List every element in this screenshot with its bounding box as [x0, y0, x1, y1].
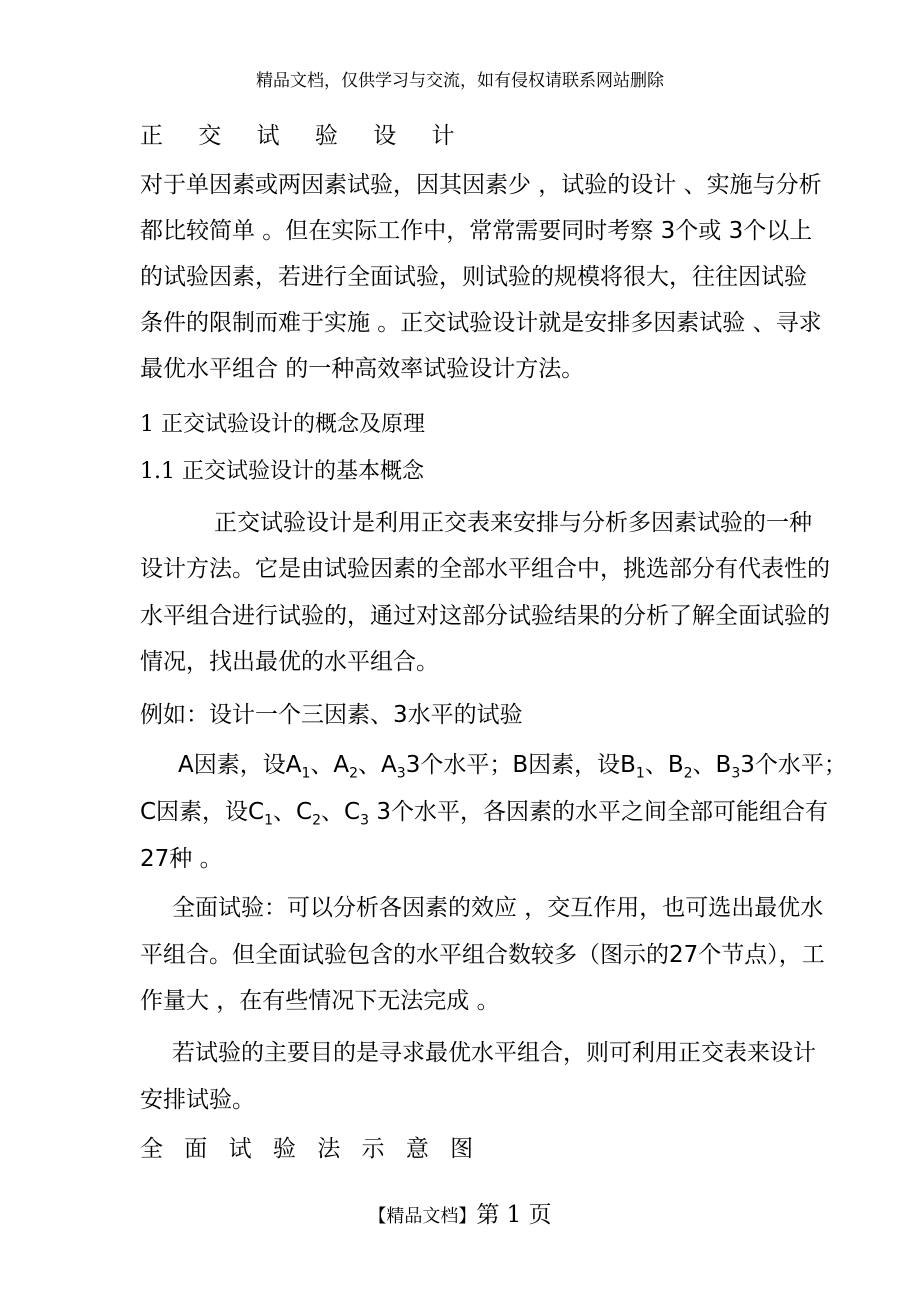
- purpose-line-2: 安排试验。: [140, 1087, 255, 1113]
- intro-line-5: 最优水平组合 的一种高效率试验设计方法。: [140, 356, 585, 382]
- subscript: 1: [264, 812, 274, 829]
- factor-text: 、C: [321, 799, 361, 825]
- concept-line-4: 情况，找出最优的水平组合。: [140, 649, 439, 675]
- intro-line-2: 都比较简单 。但在实际工作中，常常需要同时考察 3个或 3个以上: [140, 218, 813, 244]
- factor-text: 3个水平，各因素的水平之间全部可能组合有: [369, 799, 828, 825]
- factor-text: 、A: [310, 752, 350, 778]
- factor-text: A因素，设A: [178, 752, 302, 778]
- section-heading-1-1: 1.1 正交试验设计的基本概念: [140, 459, 424, 484]
- concept-line-3: 水平组合进行试验的，通过对这部分试验结果的分析了解全面试验的: [140, 603, 830, 629]
- factor-line-3: 27种 。: [140, 846, 223, 872]
- subscript: 2: [312, 812, 322, 829]
- full-test-line-2: 平组合。但全面试验包含的水平组合数较多（图示的27个节点），工: [140, 942, 825, 968]
- intro-line-3: 的试验因素，若进行全面试验，则试验的规模将很大，往往因试验: [140, 264, 807, 290]
- factor-line-2: [140, 797, 828, 827]
- footer-tag: 【精品文档】: [368, 1206, 477, 1227]
- subscript: 2: [683, 765, 693, 782]
- factor-text: 、A: [358, 752, 397, 778]
- page-number: 第 1 页: [476, 1202, 552, 1228]
- subscript: 3: [360, 812, 370, 829]
- subscript: 1: [635, 765, 645, 782]
- intro-line-1: 对于单因素或两因素试验，因其因素少 ，试验的设计 、实施与分析: [140, 172, 822, 198]
- purpose-line-1: 若试验的主要目的是寻求最优水平组合，则可利用正交表来设计: [172, 1040, 816, 1066]
- concept-line-1: 正交试验设计是利用正交表来安排与分析多因素试验的一种: [214, 510, 812, 536]
- example-label: 例如：设计一个三因素、3水平的试验: [140, 702, 523, 728]
- factor-text: 、B: [692, 752, 732, 778]
- full-test-line-1: 全面试验：可以分析各因素的效应 ，交互作用，也可选出最优水: [172, 895, 824, 921]
- subscript: 1: [301, 765, 311, 782]
- factor-text: C因素，设C: [140, 799, 265, 825]
- full-test-line-3: 作量大 ，在有些情况下无法完成 。: [140, 988, 500, 1014]
- subscript: 2: [349, 765, 359, 782]
- subscript: 3: [396, 765, 406, 782]
- diagram-title: 全 面 试 验 法 示 意 图: [140, 1136, 481, 1162]
- document-title: 正 交 试 验 设 计: [140, 123, 469, 149]
- concept-line-2: 设计方法。它是由试验因素的全部水平组合中，挑选部分有代表性的: [140, 556, 830, 582]
- page-header: 精品文档，仅供学习与交流，如有侵权请联系网站删除: [256, 71, 664, 91]
- factor-text: 3个水平；: [740, 752, 847, 778]
- factor-line-1: [178, 750, 847, 780]
- factor-text: 、C: [273, 799, 313, 825]
- subscript: 3: [731, 765, 741, 782]
- section-heading-1: 1 正交试验设计的概念及原理: [140, 412, 425, 437]
- factor-text: 、B: [644, 752, 684, 778]
- page-footer: [0, 1196, 920, 1229]
- intro-line-4: 条件的限制而难于实施 。正交试验设计就是安排多因素试验 、寻求: [140, 310, 822, 336]
- factor-text: 3个水平；B因素，设B: [405, 752, 636, 778]
